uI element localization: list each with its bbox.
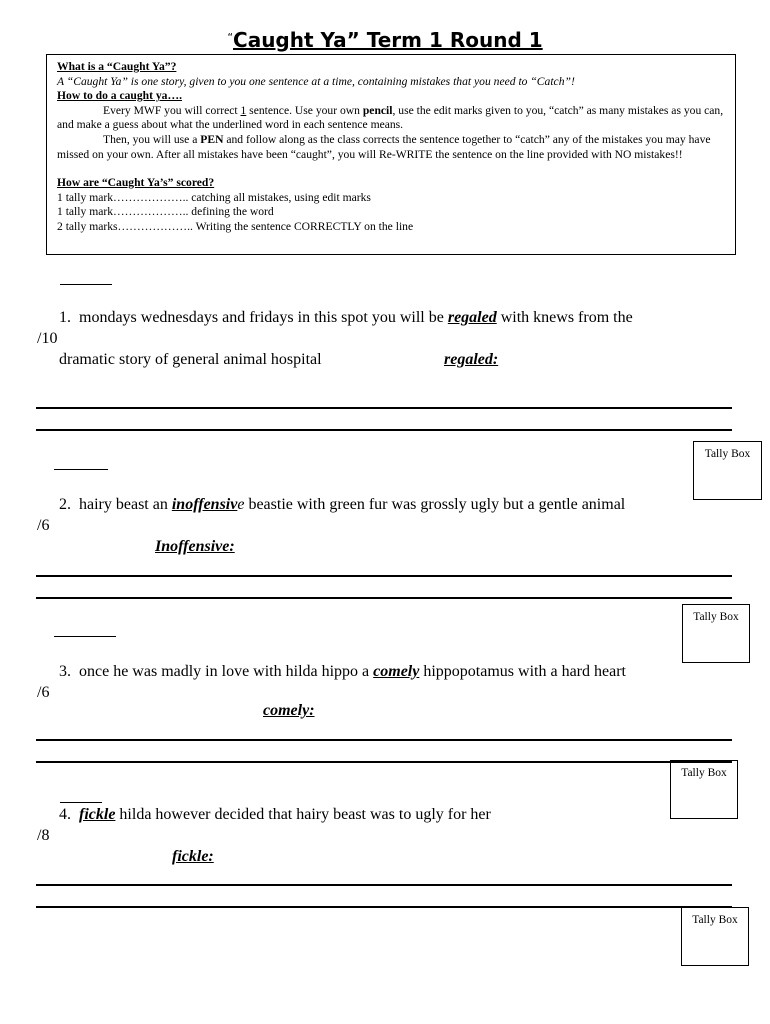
sentence-4	[59, 806, 491, 824]
title-open-quote: “	[227, 31, 234, 44]
writing-line-2b[interactable]	[36, 597, 732, 599]
writing-line-1b[interactable]	[36, 429, 732, 431]
item-number-4: 4.	[59, 806, 71, 823]
sentence-1-line-2: dramatic story of general animal hospital	[59, 351, 322, 368]
writing-line-2a[interactable]	[36, 575, 732, 577]
score-blank-3[interactable]	[54, 636, 116, 637]
definition-label-2: Inoffensive:	[155, 538, 235, 555]
how-p1-text-a: Every MWF you will correct	[103, 103, 241, 117]
how-p2-text-b: and follow along as the class corrects the sentence together to “catch” any of the mistakes you may have missed on your own. After all mistakes have been “caught”, you will Re-WRITE the sentence on the line provided with NO mistakes!!	[57, 132, 711, 161]
vocab-word-2: inoffensiv	[171, 496, 238, 513]
sentence-2-before: hairy beast an	[79, 496, 172, 513]
definition-label-1: regaled:	[444, 351, 499, 368]
what-heading: What is a “Caught Ya”?	[57, 60, 177, 73]
sentence-2	[59, 496, 625, 514]
tally-box-1[interactable]: Tally Box	[693, 441, 762, 500]
writing-line-4b[interactable]	[36, 906, 732, 908]
scored-heading: How are “Caught Ya’s” scored?	[57, 176, 215, 190]
sentence-1-before: mondays wednesdays and fridays in this spot you will be	[79, 309, 448, 326]
sentence-2-after: beastie with green fur was grossly ugly but a gentle animal	[244, 496, 626, 513]
what-text: A “Caught Ya” is one story, given to you one sentence at a time, containing mistakes that you need to “Catch”!	[57, 74, 575, 88]
sentence-4-after: hilda however decided that hairy beast was to ugly for her	[115, 806, 491, 823]
item-number-2: 2.	[59, 496, 71, 513]
how-p1-number: 1	[240, 103, 247, 117]
how-p2-pen: PEN	[200, 132, 224, 146]
writing-line-3b[interactable]	[36, 761, 732, 763]
tally-box-4[interactable]: Tally Box	[681, 907, 749, 966]
vocab-word-1: regaled	[447, 309, 497, 326]
writing-line-3a[interactable]	[36, 739, 732, 741]
how-p1-text-b: sentence. Use your own	[246, 103, 363, 117]
page-title	[0, 28, 770, 52]
scoring-line-3: 2 tally marks……………….. Writing the sentence CORRECTLY on the line	[57, 219, 414, 233]
score-total-1: /10	[37, 330, 58, 347]
score-blank-1[interactable]	[60, 284, 112, 285]
score-total-4: /8	[37, 827, 50, 844]
how-heading: How to do a caught ya….	[57, 89, 182, 103]
scoring-line-1: 1 tally mark……………….. catching all mistakes, using edit marks	[57, 190, 371, 204]
item-number-3: 3.	[59, 663, 71, 680]
writing-line-4a[interactable]	[36, 884, 732, 886]
tally-box-3[interactable]: Tally Box	[670, 760, 738, 819]
writing-line-1a[interactable]	[36, 407, 732, 409]
how-p2-text-a: Then, you will use a	[103, 132, 201, 146]
sentence-3-before: once he was madly in love with hilda hippo a	[79, 663, 374, 680]
sentence-3	[59, 663, 626, 681]
tally-box-2[interactable]: Tally Box	[682, 604, 750, 663]
sentence-1-after: with knews from the	[496, 309, 633, 326]
scoring-line-2: 1 tally mark……………….. defining the word	[57, 205, 274, 219]
how-paragraph-1	[57, 104, 725, 133]
score-total-2: /6	[37, 517, 50, 534]
score-blank-4[interactable]	[60, 802, 102, 803]
how-paragraph-2	[57, 133, 725, 162]
title-text: Caught Ya” Term 1 Round 1	[233, 28, 543, 52]
vocab-word-3: comely	[373, 663, 420, 680]
vocab-word-2-tail: e	[237, 496, 245, 513]
sentence-3-after: hippopotamus with a hard heart	[419, 663, 626, 680]
sentence-1	[59, 309, 633, 327]
how-p1-text-c: , use the edit marks given to you, “catch” as many mistakes as you can, and make a guess about what the underlined word in each sentence means.	[57, 103, 724, 132]
item-number-1: 1.	[59, 309, 71, 326]
instructions-box	[46, 54, 736, 255]
definition-label-4: fickle:	[172, 848, 214, 865]
score-blank-2[interactable]	[54, 469, 108, 470]
definition-label-3: comely:	[263, 702, 315, 719]
score-total-3: /6	[37, 684, 50, 701]
how-p1-pencil: pencil	[362, 103, 393, 117]
vocab-word-4: fickle	[79, 806, 116, 823]
